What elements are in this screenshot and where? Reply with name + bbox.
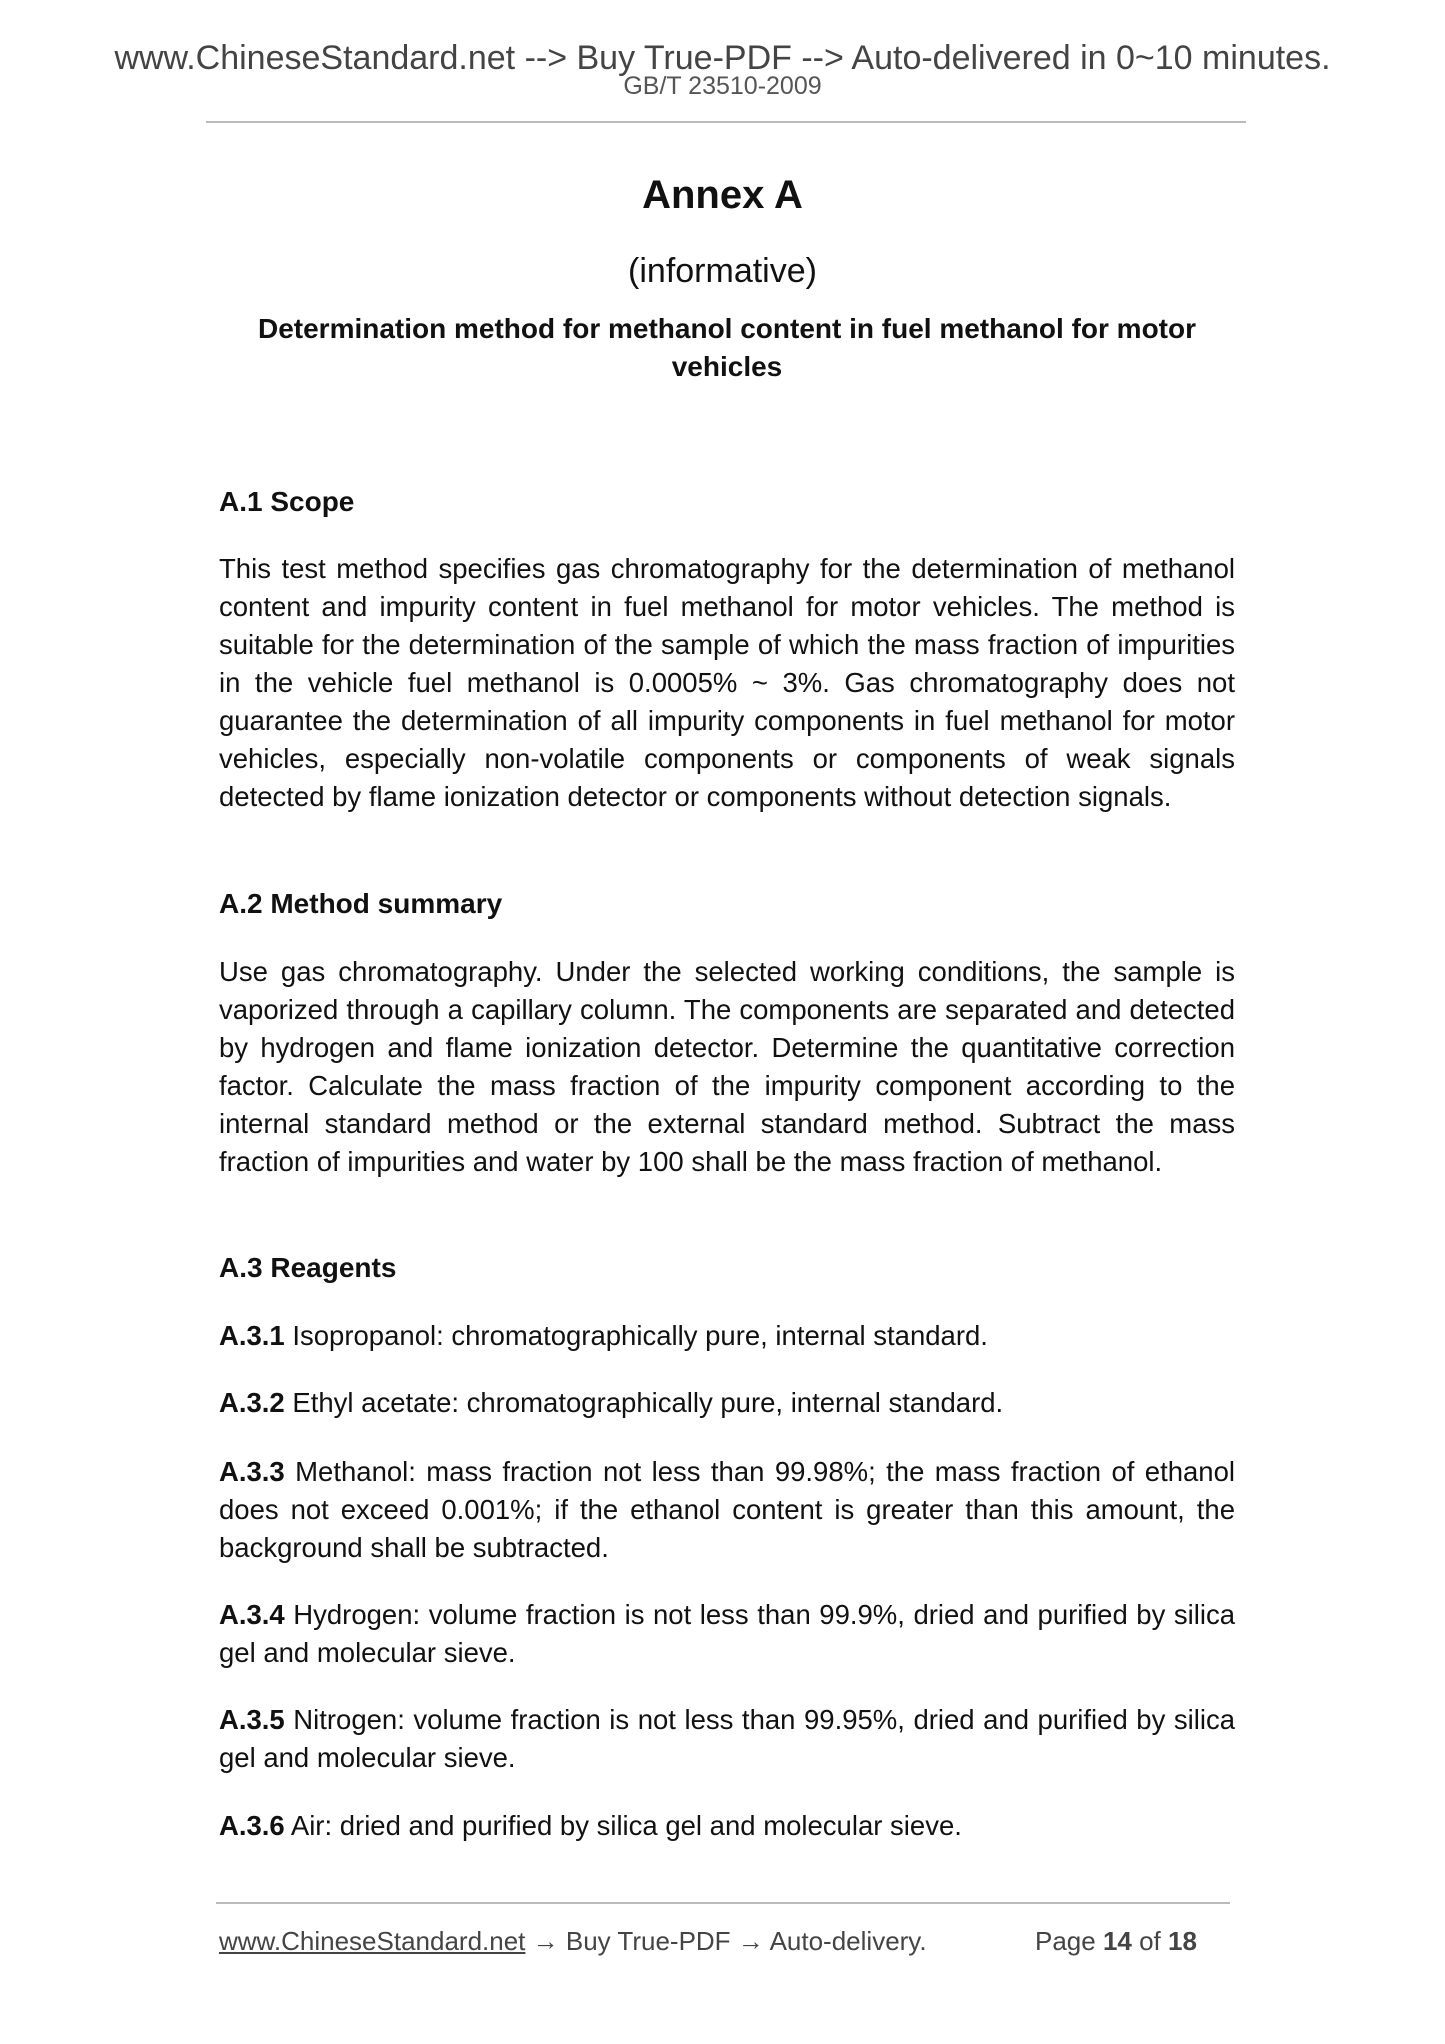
page-label: Page xyxy=(1035,1926,1103,1956)
reagent-text: Ethyl acetate: chromatographically pure, internal standard. xyxy=(284,1387,1004,1418)
reagent-number: A.3.2 xyxy=(219,1387,285,1418)
reagent-number: A.3.1 xyxy=(219,1320,285,1351)
page-indicator xyxy=(1035,1923,1197,1959)
section-text-scope: This test method specifies gas chromatography for the determination of methanol content and impurity content in fuel methanol for motor vehicles. The method is suitable for the determination of the sample of which the mass fraction of impurities in the vehicle fuel methanol is 0.0005% ~ 3%. Gas chromatography does not guarantee the determination of all impurity components in fuel methanol for motor vehicles, especially non-volatile components or components of weak signals detected by flame ionization detector or components without detection signals. xyxy=(219,553,1235,812)
header-divider xyxy=(206,121,1246,123)
reagent-item xyxy=(219,1453,1235,1567)
footer-text xyxy=(219,1923,927,1959)
page-total: 18 xyxy=(1168,1926,1197,1956)
footer-tagline: → Buy True-PDF → Auto-delivery. xyxy=(525,1926,927,1956)
header-banner: www.ChineseStandard.net --> Buy True-PDF --> Auto-delivered in 0~10 minutes. xyxy=(114,39,1331,77)
of-label: of xyxy=(1131,1926,1169,1956)
reagent-number: A.3.4 xyxy=(219,1599,285,1630)
reagent-item xyxy=(219,1596,1235,1672)
reagent-item xyxy=(219,1701,1235,1777)
annex-heading: Determination method for methanol content in fuel methanol for motor vehicles xyxy=(257,313,1196,382)
section-heading-reagents: A.3 Reagents xyxy=(219,1252,397,1283)
annex-title: Annex A xyxy=(642,173,803,217)
reagent-number: A.3.6 xyxy=(219,1810,285,1841)
reagent-text: Air: dried and purified by silica gel and molecular sieve. xyxy=(284,1810,962,1841)
reagent-number: A.3.3 xyxy=(219,1456,285,1487)
reagent-text: Nitrogen: volume fraction is not less than 99.95%, dried and purified by silica gel and molecular sieve. xyxy=(219,1704,1235,1773)
reagent-text: Hydrogen: volume fraction is not less than 99.9%, dried and purified by silica gel and molecular sieve. xyxy=(219,1599,1235,1668)
reagent-item xyxy=(219,1807,1235,1845)
reagent-text: Methanol: mass fraction not less than 99.98%; the mass fraction of ethanol does not exceed 0.001%; if the ethanol content is greater than this amount, the background shall be subtracted. xyxy=(219,1456,1235,1563)
reagent-item xyxy=(219,1317,1235,1355)
reagent-text: Isopropanol: chromatographically pure, internal standard. xyxy=(284,1320,988,1351)
reagent-item xyxy=(219,1384,1235,1422)
page-number: 14 xyxy=(1102,1926,1132,1956)
section-text-method-summary: Use gas chromatography. Under the selected working conditions, the sample is vaporized through a capillary column. The components are separated and detected by hydrogen and flame ionization detector. Determine the quantitative correction factor. Calculate the mass fraction of the impurity component according to the internal standard method or the external standard method. Subtract the mass fraction of impurities and water by 100 shall be the mass fraction of methanol. xyxy=(219,956,1235,1177)
footer-link[interactable]: www.ChineseStandard.net xyxy=(219,1926,526,1956)
annex-subtitle: (informative) xyxy=(628,252,817,290)
footer-divider xyxy=(216,1902,1230,1904)
section-heading-scope: A.1 Scope xyxy=(219,486,355,517)
section-heading-method-summary: A.2 Method summary xyxy=(219,888,503,919)
document-id: GB/T 23510-2009 xyxy=(623,72,822,100)
reagent-number: A.3.5 xyxy=(219,1704,285,1735)
